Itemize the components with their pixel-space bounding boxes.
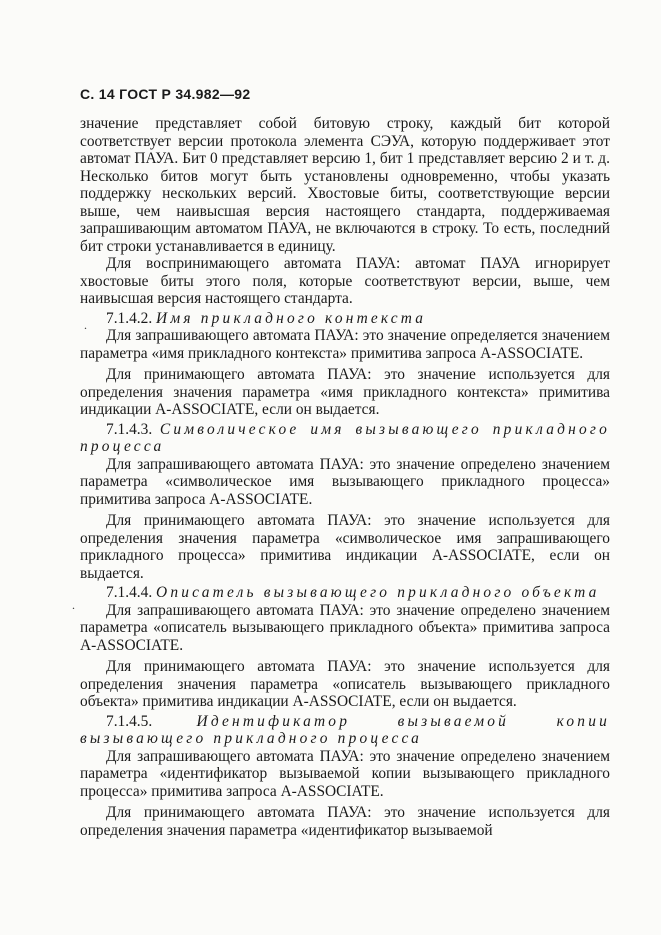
section-number: 7.1.4.2.: [106, 309, 153, 327]
document-body: [80, 115, 610, 839]
paragraph: Для принимающего автомата ПАУА: это значение используется для определения значения параметра «символическое имя запрашивающего прикладного процесса» примитива индикации A-ASSOCIATE, если он выдается.: [80, 512, 610, 582]
paragraph: Для принимающего автомата ПАУА: это значение используется для определения значения параметра «идентификатор вызываемой: [80, 804, 610, 839]
section-title: Описатель вызывающего прикладного объекта: [156, 584, 600, 601]
section-number: 7.1.4.5.: [106, 712, 153, 730]
scan-speck: .: [72, 598, 75, 612]
paragraph: Для принимающего автомата ПАУА: это значение используется для определения значения параметра «описатель вызывающего прикладного объекта» примитива индикации A-ASSOCIATE, если он выдается.: [80, 658, 610, 710]
paragraph: Для воспринимающего автомата ПАУА: автомат ПАУА игнорирует хвостовые биты этого поля, которые соответствуют версии, выше, чем наивысшая версия настоящего стандарта.: [80, 255, 610, 307]
paragraph: Для запрашивающего автомата ПАУА: это значение определяется значением параметра «имя прикладного контекста» примитива запроса A-ASSOCIATE.: [80, 327, 610, 362]
section-number: 7.1.4.4.: [106, 584, 153, 601]
page-header: С. 14 ГОСТ Р 34.982—92: [80, 86, 251, 102]
section-title: Имя прикладного контекста: [156, 309, 427, 327]
section-heading: [80, 584, 610, 602]
section-heading: [80, 713, 610, 748]
section-heading: [80, 421, 610, 456]
paragraph: Для принимающего автомата ПАУА: это значение используется для определения значения параметра «имя прикладного контекста» примитива индикации A-ASSOCIATE, если он выдается.: [80, 366, 610, 418]
section-title: Символическое имя вызывающего прикладного процесса: [80, 420, 610, 455]
paragraph: Для запрашивающего автомата ПАУА: это значение определено значением параметра «идентификатор вызываемой копии вызывающего прикладного процесса» примитива запроса A-ASSOCIATE.: [80, 747, 610, 800]
section-heading: [80, 310, 610, 328]
paragraph: значение представляет собой битовую строку, каждый бит которой соответствует версии протокола элемента СЭУА, которую поддерживает этот автомат ПАУА. Бит 0 представляет версию 1, бит 1 представляет версию 2 и т. д. Несколько битов могут быть установлены одновременно, чтобы указать поддержку нескольких версий. Хвостовые биты, соответствующие версии выше, чем наивысшая версия настоящего стандарта, поддерживаемая запрашивающим автоматом ПАУА, не включаются в строку. То есть, последний бит строки устанавливается в единицу.: [80, 115, 610, 255]
scan-speck: .: [84, 318, 87, 332]
section-number: 7.1.4.3.: [106, 420, 153, 438]
paragraph: Для запрашивающего автомата ПАУА: это значение определено значением параметра «описатель вызывающего прикладного объекта» примитива запроса A-ASSOCIATE.: [80, 601, 610, 654]
paragraph: Для запрашивающего автомата ПАУА: это значение определено значением параметра «символическое имя вызывающего прикладного процесса» примитива запроса A-ASSOCIATE.: [80, 455, 610, 508]
section-title: Идентификатор вызываемой копии вызывающего прикладного процесса: [80, 712, 610, 747]
